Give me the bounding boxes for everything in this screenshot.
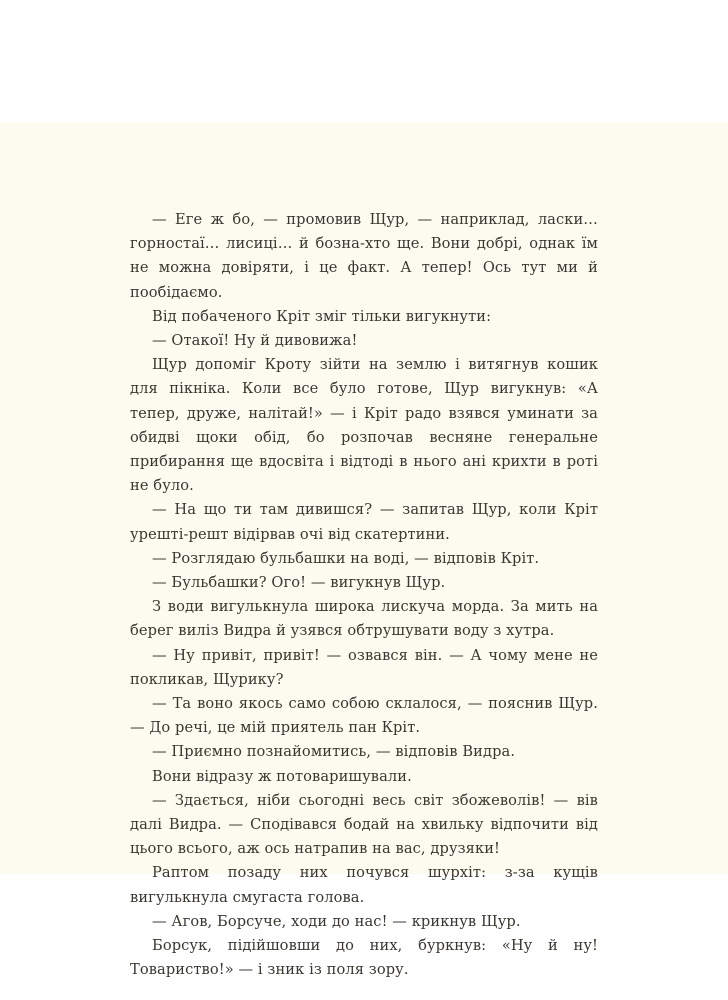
paragraph-3: — Отакої! Ну й дивовижа! (152, 332, 358, 350)
paragraph-16: Борсук, підійшовши до них, буркнув: «Ну й ну! Товариство!» — і зник із поля зору. (130, 937, 598, 979)
paragraph-1: — Еге ж бо, — промовив Щур, — наприклад, ласки… горностаї… лисиці… й бозна-хто ще. Вони добрі, однак їм не можна довіряти, і це факт. А тепер! Ось тут ми й пообідаємо. (130, 211, 598, 301)
paragraph-2: Від побаченого Кріт зміг тільки вигукнути: (152, 307, 492, 325)
paragraph-10: — Та воно якось само собою склалося, — пояснив Щур. — До речі, це мій приятель пан Кріт. (130, 695, 598, 737)
paragraph-14: Раптом позаду них почувся шурхіт: з-за кущів вигулькнула смугаста голова. (130, 864, 598, 906)
paragraph-11: — Приємно познайомитись, — відповів Видра. (152, 743, 516, 761)
paragraph-13: — Здається, ніби сьогодні весь світ збожеволів! — вів далі Видра. — Сподівався бодай на хвильку відпочити від цього всього, аж ось натрапив на вас, друзяки! (130, 791, 598, 858)
page-text (130, 208, 598, 983)
book-page (0, 122, 728, 979)
paragraph-8: З води вигулькнула широка лискуча морда. За мить на берег виліз Видра й узявся обтрушувати воду з хутра. (130, 598, 598, 640)
paragraph-7: — Бульбашки? Ого! — вигукнув Щур. (152, 574, 446, 592)
paragraph-12: Вони відразу ж потоваришували. (152, 767, 412, 785)
paragraph-15: — Агов, Борсуче, ходи до нас! — крикнув Щур. (152, 912, 521, 930)
paragraph-5: — На що ти там дивишся? — запитав Щур, коли Кріт урешті-решт відірвав очі від скатертини. (130, 501, 598, 543)
paragraph-4: Щур допоміг Кроту зійти на землю і витягнув кошик для пікніка. Коли все було готове, Щур вигукнув: «А тепер, друже, налітай!» — і Кріт радо взявся уминати за обидві щоки обід, бо розпочав весняне генеральне прибирання ще вдосвіта і відтоді в нього ані крихти в роті не було. (130, 356, 598, 495)
paragraph-9: — Ну привіт, привіт! — озвався він. — А чому мене не покликав, Щурику? (130, 646, 598, 688)
paragraph-6: — Розглядаю бульбашки на воді, — відповів Кріт. (152, 549, 540, 567)
